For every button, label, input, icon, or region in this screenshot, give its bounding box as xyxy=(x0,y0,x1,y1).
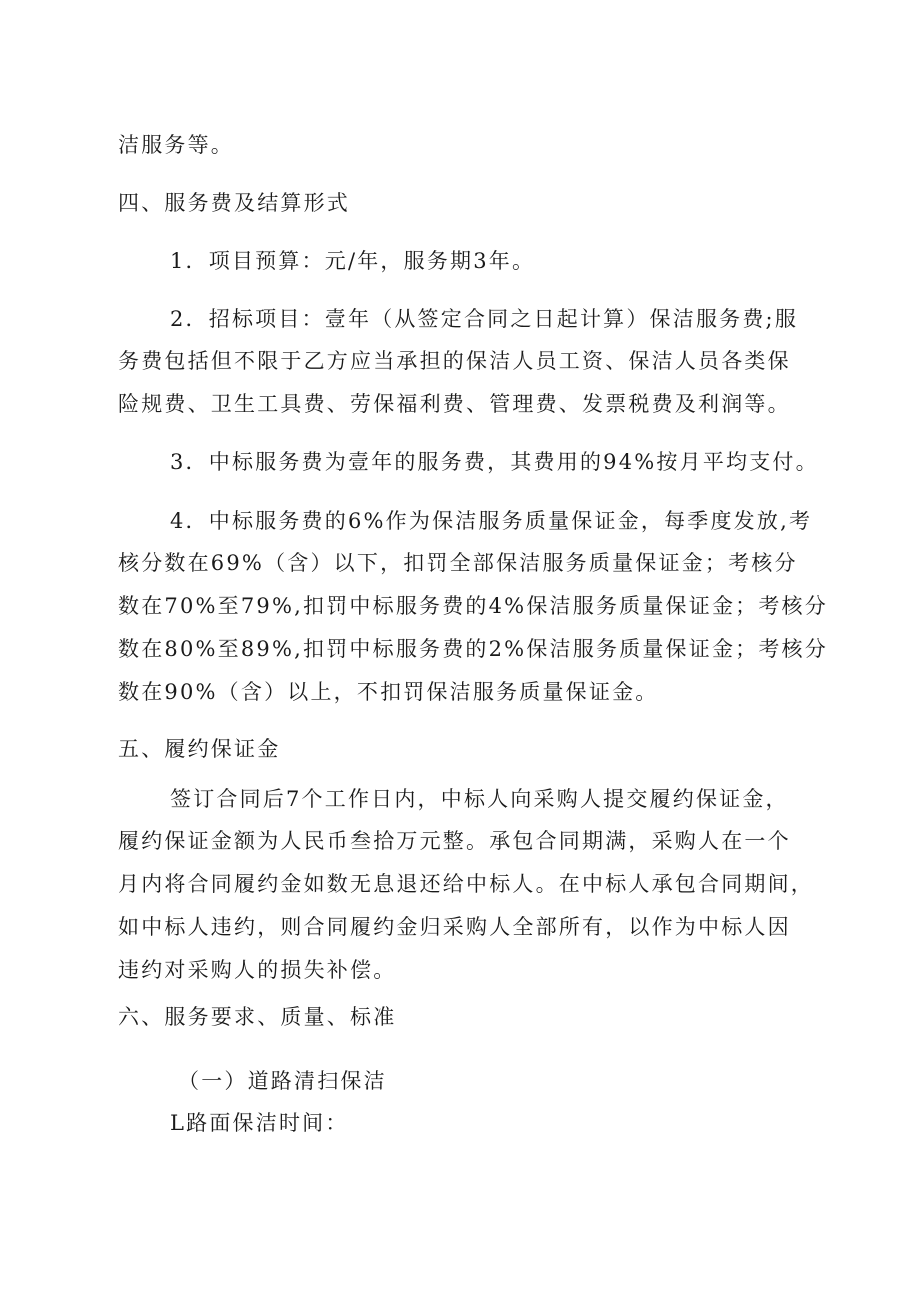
section-heading-service-requirements: 六、服务要求、质量、标准 xyxy=(118,1005,397,1029)
section-heading-performance-bond: 五、履约保证金 xyxy=(118,737,281,761)
paragraph-line: 4．中标服务费的6%作为保洁服务质量保证金，每季度发放,考 xyxy=(170,509,813,533)
paragraph-line: 核分数在69%（含）以下，扣罚全部保洁服务质量保证金；考核分 xyxy=(118,551,798,575)
paragraph-line: 险规费、卫生工具费、劳保福利费、管理费、发票税费及利润等。 xyxy=(118,392,791,416)
paragraph-line: 违约对采购人的损失补偿。 xyxy=(118,958,397,982)
paragraph-line: 数在80%至89%,扣罚中标服务费的2%保洁服务质量保证金；考核分 xyxy=(118,637,828,661)
subsection-heading-road-cleaning: （一）道路清扫保洁 xyxy=(178,1069,387,1093)
paragraph-line: 履约保证金额为人民币叁拾万元整。承包合同期满，采购人在一个 xyxy=(118,829,791,853)
paragraph-line: 数在90%（含）以上，不扣罚保洁服务质量保证金。 xyxy=(118,680,659,704)
paragraph-line: 2．招标项目：壹年（从签定合同之日起计算）保洁服务费;服 xyxy=(170,307,799,331)
paragraph-line: 3．中标服务费为壹年的服务费，其费用的94%按月平均支付。 xyxy=(170,450,819,474)
section-heading-service-fee: 四、服务费及结算形式 xyxy=(118,191,350,215)
paragraph-line: 洁服务等。 xyxy=(118,133,234,157)
paragraph-line: 数在70%至79%,扣罚中标服务费的4%保洁服务质量保证金；考核分 xyxy=(118,594,828,618)
paragraph-line: 签订合同后7个工作日内，中标人向采购人提交履约保证金， xyxy=(170,787,789,811)
paragraph-line: 务费包括但不限于乙方应当承担的保洁人员工资、保洁人员各类保 xyxy=(118,349,791,373)
paragraph-line: 1．项目预算：元/年，服务期3年。 xyxy=(170,249,536,273)
paragraph-line: 如中标人违约，则合同履约金归采购人全部所有，以作为中标人因 xyxy=(118,915,791,939)
paragraph-line: L路面保洁时间： xyxy=(170,1111,349,1135)
paragraph-line: 月内将合同履约金如数无息退还给中标人。在中标人承包合同期间， xyxy=(118,872,814,896)
